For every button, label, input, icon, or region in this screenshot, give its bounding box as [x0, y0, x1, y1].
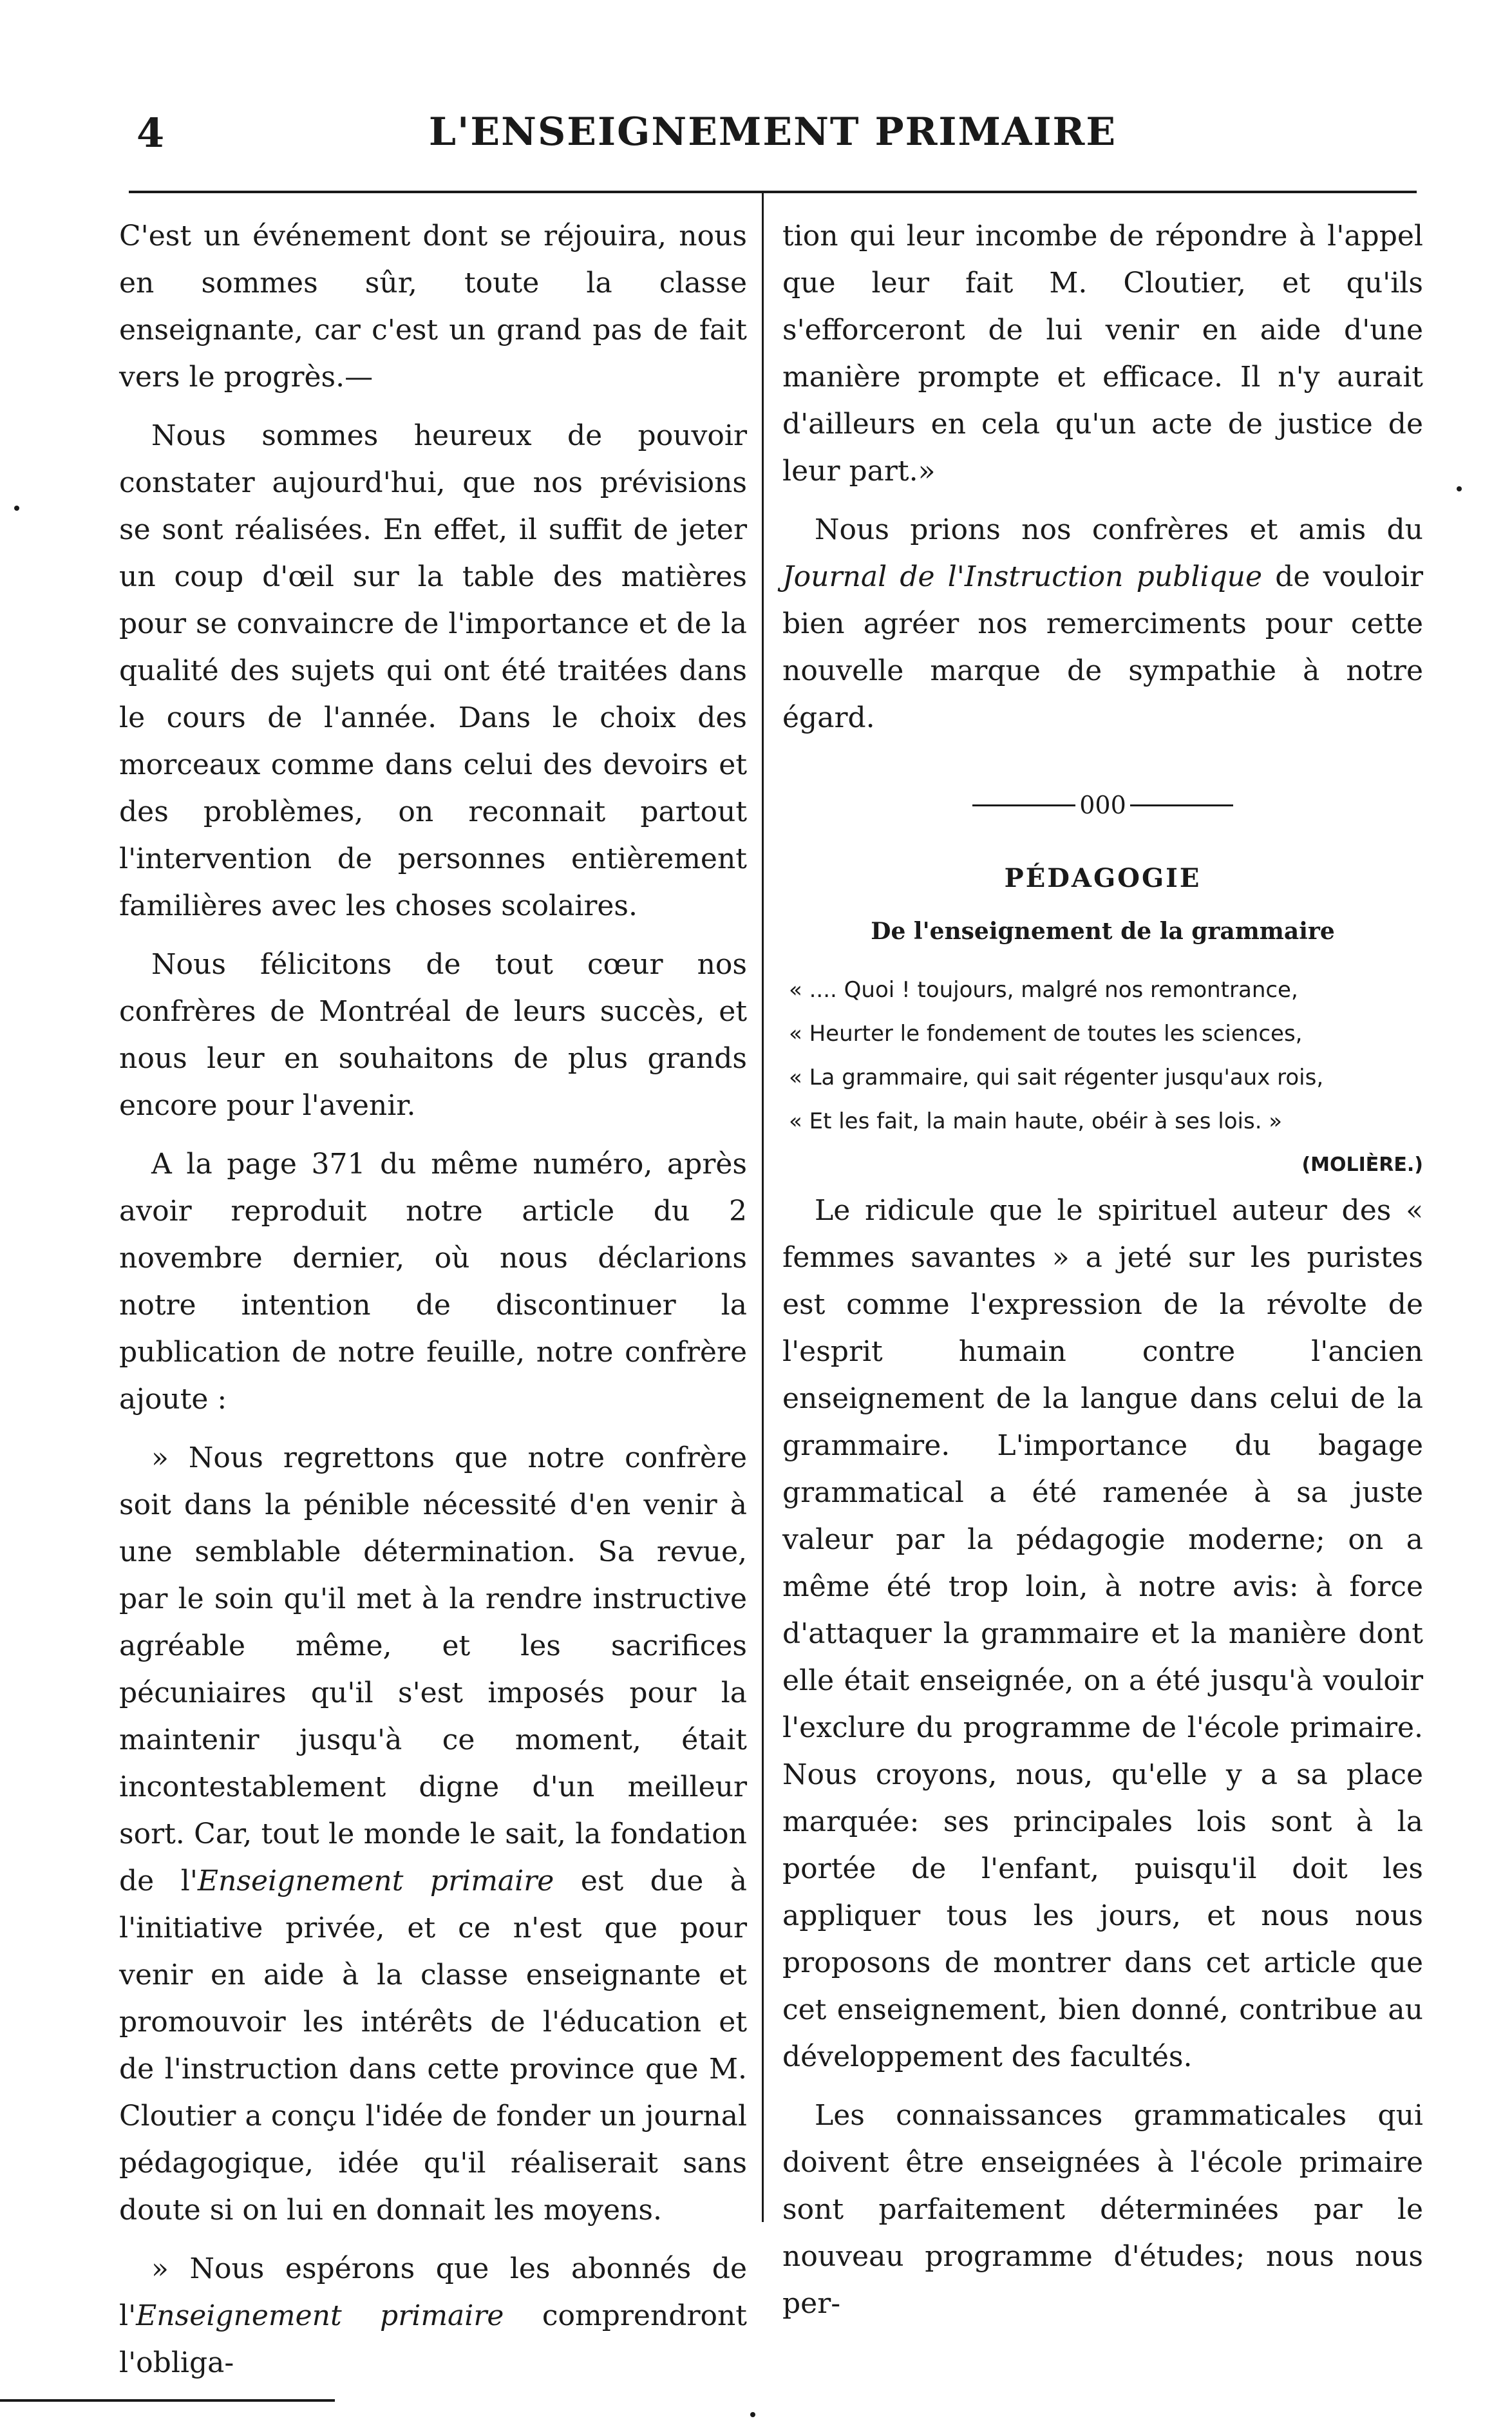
publication-title: Enseignement primaire [197, 1865, 554, 1897]
paragraph: Le ridicule que le spirituel auteur des « femmes savantes » a jeté sur les puristes est comme l'expression de la révolte de l'esprit humain contre l'ancien enseignement de la langue dans celui de la grammaire. L'importance du bagage grammatical a été ramenée à sa juste valeur par la pédagogie moderne; on a même été trop loin, à notre avis: à force d'attaquer la grammaire et la manière dont elle était enseignée, on a été jusqu'à vouloir l'exclure du programme de l'école primaire. Nous croyons, nous, qu'elle y a sa place marquée: ses principales lois sont à la portée de l'enfant, puisqu'il doit les appliquer tous les jours, et nous nous proposons de montrer dans cet article que cet enseignement, bien donné, contribue au développement des facultés. [782, 1194, 1423, 2073]
running-title: L'ENSEIGNEMENT PRIMAIRE [428, 109, 1117, 155]
section-title: PÉDAGOGIE [1004, 863, 1202, 893]
quoted-paragraph [119, 1434, 747, 2234]
page-header [129, 109, 1417, 167]
paragraph [782, 506, 1423, 741]
ink-speck [1457, 486, 1462, 491]
page-number: 4 [137, 109, 165, 157]
footer-rule [0, 2399, 335, 2402]
publication-title: Journal de l'Instruction publique [782, 560, 1263, 593]
header-rule [129, 191, 1417, 193]
text-run: » Nous espérons que les abonnés de l' [119, 2252, 747, 2332]
ink-speck [750, 2412, 755, 2417]
paragraph: Nous félicitons de tout cœur nos confrères de Montréal de leurs succès, et nous leur en souhaitons de plus grands encore pour l'avenir. [119, 948, 747, 1122]
separator-line [1130, 804, 1233, 806]
publication-title: Enseignement primaire [136, 2299, 504, 2332]
text-run: » Nous regrettons que notre confrère soit dans la pénible nécessité d'en venir à une semblable détermination. Sa revue, par le soin qu'il met à la rendre instructive agréable même, et les sacrifices pécuniaires qu'il s'est imposés pour la maintenir jusqu'à ce moment, était incontestablement digne d'un meilleur sort. Car, tout le monde le sait, la fondation de l' [119, 1441, 747, 1897]
epigraph-verse: « Heurter le fondement de toutes les sciences, [789, 1021, 1303, 1047]
section-subtitle: De l'enseignement de la grammaire [871, 918, 1335, 945]
epigraph-verse: « Et les fait, la main haute, obéir à ses lois. » [789, 1108, 1283, 1134]
paragraph: C'est un événement dont se réjouira, nous en sommes sûr, toute la classe enseignante, car c'est un grand pas de fait vers le progrès.— [119, 220, 747, 394]
paragraph: tion qui leur incombe de répondre à l'appel que leur fait M. Cloutier, et qu'ils s'efforceront de lui venir en aide d'une manière prompte et efficace. Il n'y aurait d'ailleurs en cela qu'un acte de justice de leur part.» [782, 220, 1423, 488]
epigraph [782, 968, 1423, 1187]
column-separator [762, 193, 764, 2222]
quoted-paragraph [119, 2245, 747, 2386]
paragraph: Nous sommes heureux de pouvoir constater aujourd'hui, que nos prévisions se sont réalisées. En effet, il suffit de jeter un coup d'œil sur la table des matières pour se convaincre de l'importance et de la qualité des sujets qui ont été traitées dans le cours de l'année. Dans le choix des morceaux comme dans celui des devoirs et des problèmes, on reconnait partout l'intervention de personnes entièrement familières avec les choses scolaires. [119, 419, 747, 922]
epigraph-attribution: (MOLIÈRE.) [1301, 1154, 1423, 1176]
text-run: comprendront l'obliga- [119, 2299, 747, 2379]
epigraph-verse: « La grammaire, qui sait régenter jusqu'aux rois, [789, 1065, 1324, 1090]
paragraph: A la page 371 du même numéro, après avoir reproduit notre article du 2 novembre dernier, où nous déclarions notre intention de discontinuer la publication de notre feuille, notre confrère ajoute : [119, 1148, 747, 1416]
section-separator [782, 780, 1423, 829]
ink-speck [14, 506, 19, 511]
separator-mark: 000 [1079, 791, 1126, 819]
epigraph-verse: « .... Quoi ! toujours, malgré nos remontrance, [789, 977, 1298, 1003]
text-run: de vouloir bien agréer nos remerciments pour cette nouvelle marque de sympathie à notre égard. [782, 560, 1423, 734]
text-run: Nous prions nos confrères et amis du [815, 513, 1423, 546]
separator-line [972, 804, 1075, 806]
paragraph: Les connaissances grammaticales qui doivent être enseignées à l'école primaire sont parfaitement déterminées par le nouveau programme d'études; nous nous per- [782, 2099, 1423, 2320]
right-column [782, 213, 1423, 2339]
left-column [119, 213, 747, 2398]
text-run: est due à l'initiative privée, et ce n'est que pour venir en aide à la classe enseignante et promouvoir les intérêts de l'éducation et de l'instruction dans cette province que M. Cloutier a conçu l'idée de fonder un journal pédagogique, idée qu'il réaliserait sans doute si on lui en donnait les moyens. [119, 1865, 747, 2227]
